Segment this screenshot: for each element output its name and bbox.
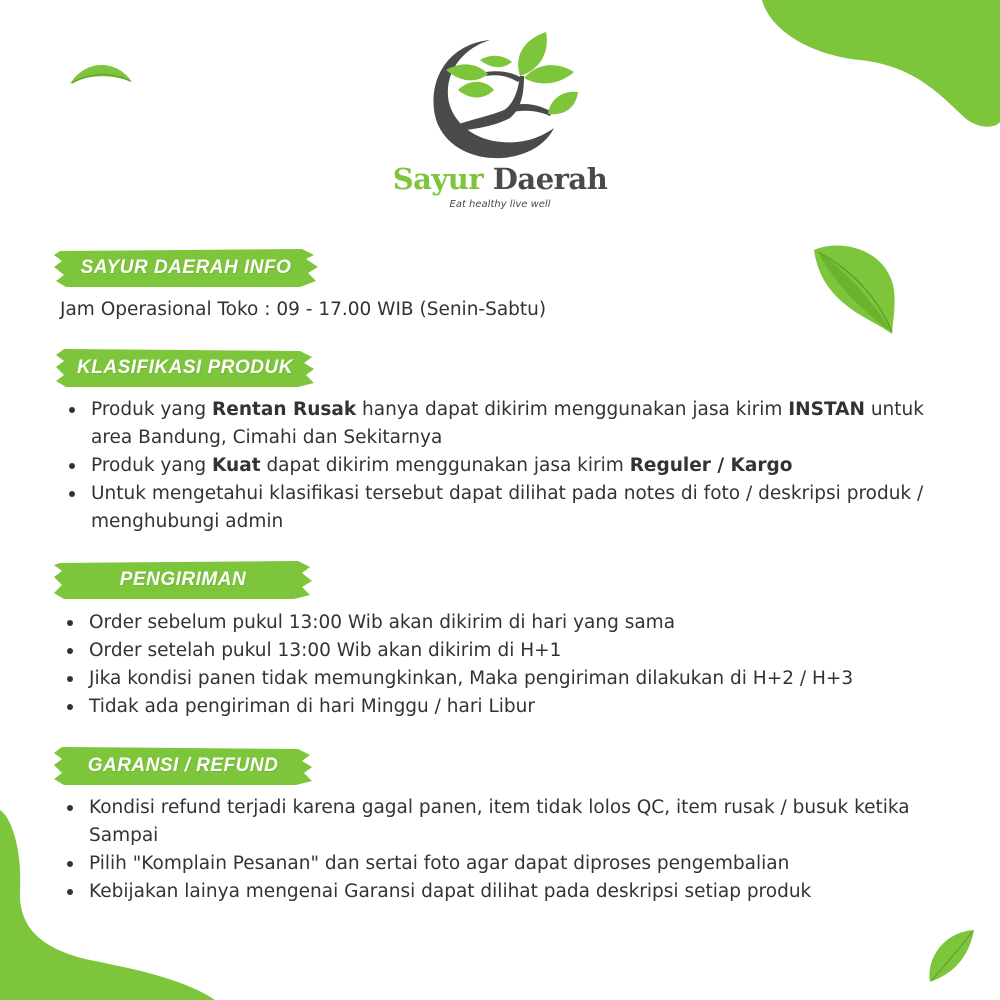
list-item-bold: Rentan Rusak: [212, 399, 357, 420]
section-banner-pengiriman: [52, 557, 314, 603]
list-item-text: untuk area Bandung, Cimahi dan Sekitarnya: [91, 399, 924, 448]
list-item-text: Produk yang: [91, 455, 213, 476]
list-item: Pilih "Komplain Pesanan" dan sertai foto agar dapat diproses pengembalian: [89, 850, 979, 878]
operating-hours-text: Jam Operasional Toko : 09 - 17.00 WIB (Senin-Sabtu): [60, 299, 547, 320]
list-item: Order setelah pukul 13:00 Wib akan dikirim di H+1: [89, 637, 989, 665]
list-item-bold: Reguler / Kargo: [629, 455, 793, 476]
leaf-icon: [812, 240, 898, 336]
section-banner-klasifikasi: [54, 345, 316, 391]
list-item-text: hanya dapat dikirim menggunakan jasa kirim: [356, 399, 789, 420]
klasifikasi-list: [61, 396, 971, 536]
list-item-bold: Kuat: [212, 455, 261, 476]
list-item: [91, 480, 971, 536]
brand-name-part2: Daerah: [492, 162, 608, 196]
section-title-pengiriman: PENGIRIMAN: [119, 569, 247, 590]
list-item-text: Untuk mengetahui klasifikasi tersebut dapat dilihat pada notes di foto / deskripsi produk / menghubungi admin: [91, 483, 924, 532]
brand-tagline: Eat healthy live well: [449, 199, 551, 210]
brand-name: [0, 162, 1000, 196]
list-item-bold: INSTAN: [788, 399, 865, 420]
section-banner-info: [52, 245, 320, 291]
list-item: [91, 452, 971, 480]
list-item-text: Produk yang: [91, 399, 213, 420]
pengiriman-list: [59, 609, 989, 721]
garansi-list: [59, 794, 979, 906]
section-banner-garansi: [52, 743, 314, 789]
list-item: Tidak ada pengiriman di hari Minggu / hari Libur: [89, 693, 989, 721]
brand-name-part1: Sayur: [392, 162, 484, 196]
section-title-info: SAYUR DAERAH INFO: [80, 257, 292, 278]
list-item: Order sebelum pukul 13:00 Wib akan dikirim di hari yang sama: [89, 609, 989, 637]
corner-blob-top-right: [740, 0, 1000, 130]
list-item: Kebijakan lainya mengenai Garansi dapat dilihat pada deskripsi setiap produk: [89, 878, 979, 906]
section-title-garansi: GARANSI / REFUND: [87, 755, 279, 776]
section-title-klasifikasi: KLASIFIKASI PRODUK: [77, 357, 293, 378]
leaf-icon: [926, 928, 976, 986]
logo-icon: [428, 32, 578, 164]
list-item: Jika kondisi panen tidak memungkinkan, Maka pengiriman dilakukan di H+2 / H+3: [89, 665, 989, 693]
list-item: Kondisi refund terjadi karena gagal panen, item tidak lolos QC, item rusak / busuk ketika Sampai: [89, 794, 979, 850]
list-item: [91, 396, 971, 452]
list-item-text: dapat dikirim menggunakan jasa kirim: [260, 455, 630, 476]
leaf-icon: [66, 58, 136, 90]
